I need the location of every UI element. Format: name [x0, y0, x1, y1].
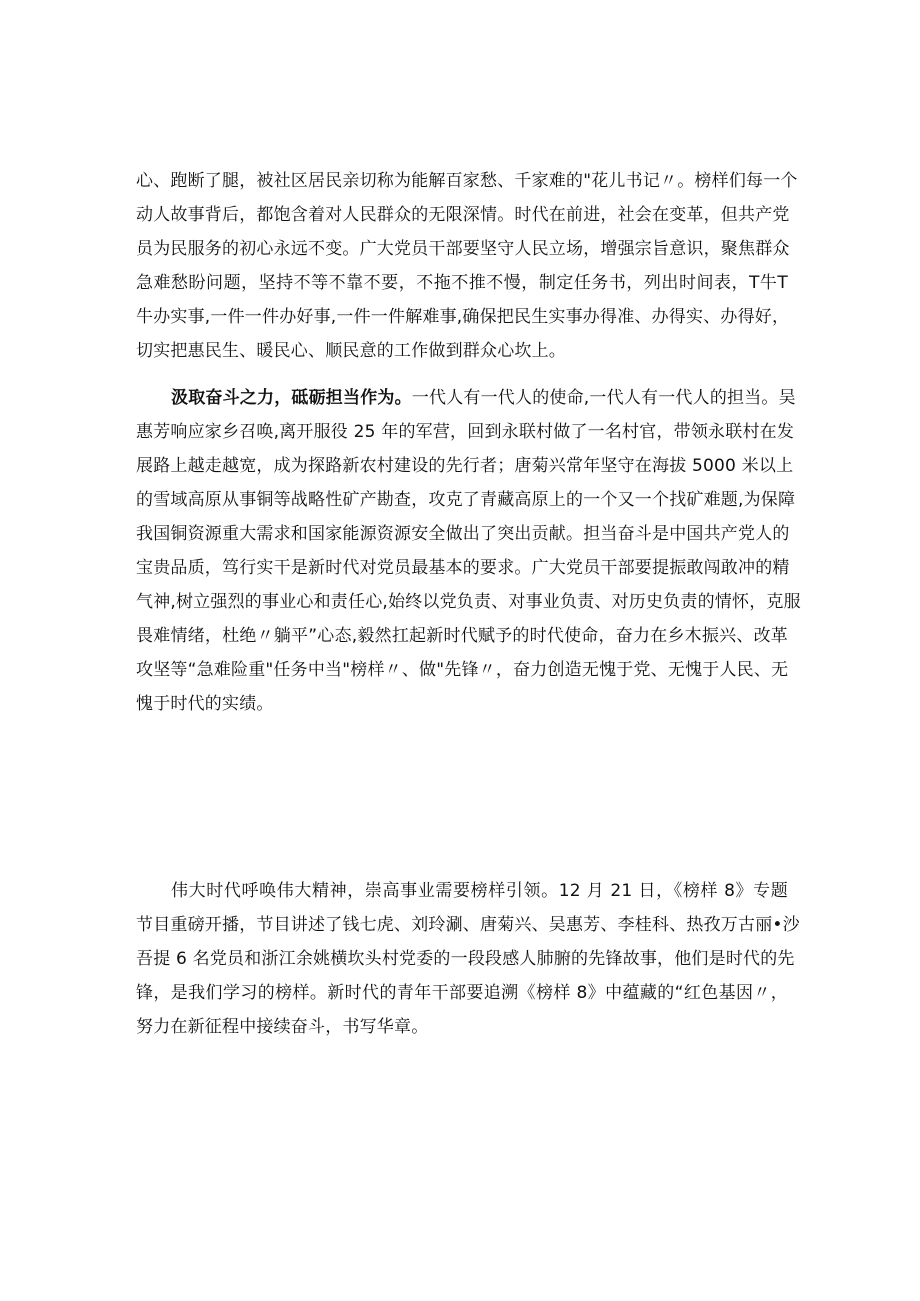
text-line: 的雪域高原从事铜等战略性矿产勘查，攻克了青藏高原上的一个又一个找矿难题,为保障 [136, 490, 796, 510]
paragraph-people-service [136, 164, 798, 368]
text-line: 心、跑断了腿，被社区居民亲切称为能解百家愁、千家难的"花儿书记〃。榜样们每一个 [136, 171, 798, 191]
paragraph-role-models [136, 874, 800, 1044]
text-line: 气神,树立强烈的事业心和责任心,始终以党负责、对事业负责、对历史负责的情怀，克服 [136, 592, 801, 612]
paragraph-struggle [136, 381, 801, 721]
text-line: 节目重磅开播，节目讲述了钱七虎、刘玲涮、唐菊兴、吴惠芳、李桂科、热孜万古丽•沙 [136, 915, 800, 935]
text-line: 伟大时代呼唤伟大精神，崇高事业需要榜样引领。12 月 21 日，《榜样 8》专题 [171, 881, 788, 901]
paragraph-lead-heading: 汲取奋斗之力，砥砺担当作为。 [171, 388, 412, 408]
text-line: 愧于时代的实绩。 [136, 694, 274, 714]
text-line [136, 381, 796, 415]
text-line: 努力在新征程中接续奋斗，书写华章。 [136, 1017, 429, 1037]
text-line: 动人故事背后，都饱含着对人民群众的无限深情。时代在前进，社会在变革，但共产党 [136, 205, 790, 225]
text-line: 员为民服务的初心永远不变。广大党员干部要坚守人民立场，增强宗旨意识，聚焦群众 [136, 239, 790, 259]
text-line: 吾提 6 名党员和浙江余姚横坎头村党委的一段段感人肺腑的先锋故事，他们是时代的先 [136, 949, 795, 969]
text-line: 展路上越走越宽，成为探路新农村建设的先行者；唐菊兴常年坚守在海拔 5000 米以上 [136, 456, 794, 476]
text-line: 切实把惠民生、暖民心、顺民意的工作做到群众心坎上。 [136, 341, 566, 361]
text-line: 宝贵品质，笃行实干是新时代对党员最基本的要求。广大党员干部要提振敢闯敢冲的精 [136, 558, 790, 578]
text-line: 急难愁盼问题，坚持不等不靠不要，不拖不推不慢，制定任务书，列出时间表，T牛T [136, 273, 788, 293]
text-segment: 一代人有一代人的使命,一代人有一代人的担当。吴 [411, 388, 796, 408]
text-line: 锋，是我们学习的榜样。新时代的青年干部要追溯《榜样 8》中蕴藏的“红色基因〃， [136, 983, 788, 1003]
text-line: 牛办实事,一件一件办好事,一件一件解难事,确保把民生实事办得准、办得实、办得好， [136, 307, 790, 327]
text-line: 攻坚等“急难险重"任务中当"榜样〃、做"先锋〃，奋力创造无愧于党、无愧于人民、无 [136, 660, 789, 680]
text-line: 畏难情绪，杜绝〃躺平”心态,毅然扛起新时代赋予的时代使命，奋力在乡木振兴、改革 [136, 626, 788, 646]
text-line: 我国铜资源重大需求和国家能源资源安全做出了突出贡献。担当奋斗是中国共产党人的 [136, 524, 790, 544]
text-line: 惠芳响应家乡召唤,离开服役 25 年的军营，回到永联村做了一名村官，带领永联村在发 [136, 422, 795, 442]
